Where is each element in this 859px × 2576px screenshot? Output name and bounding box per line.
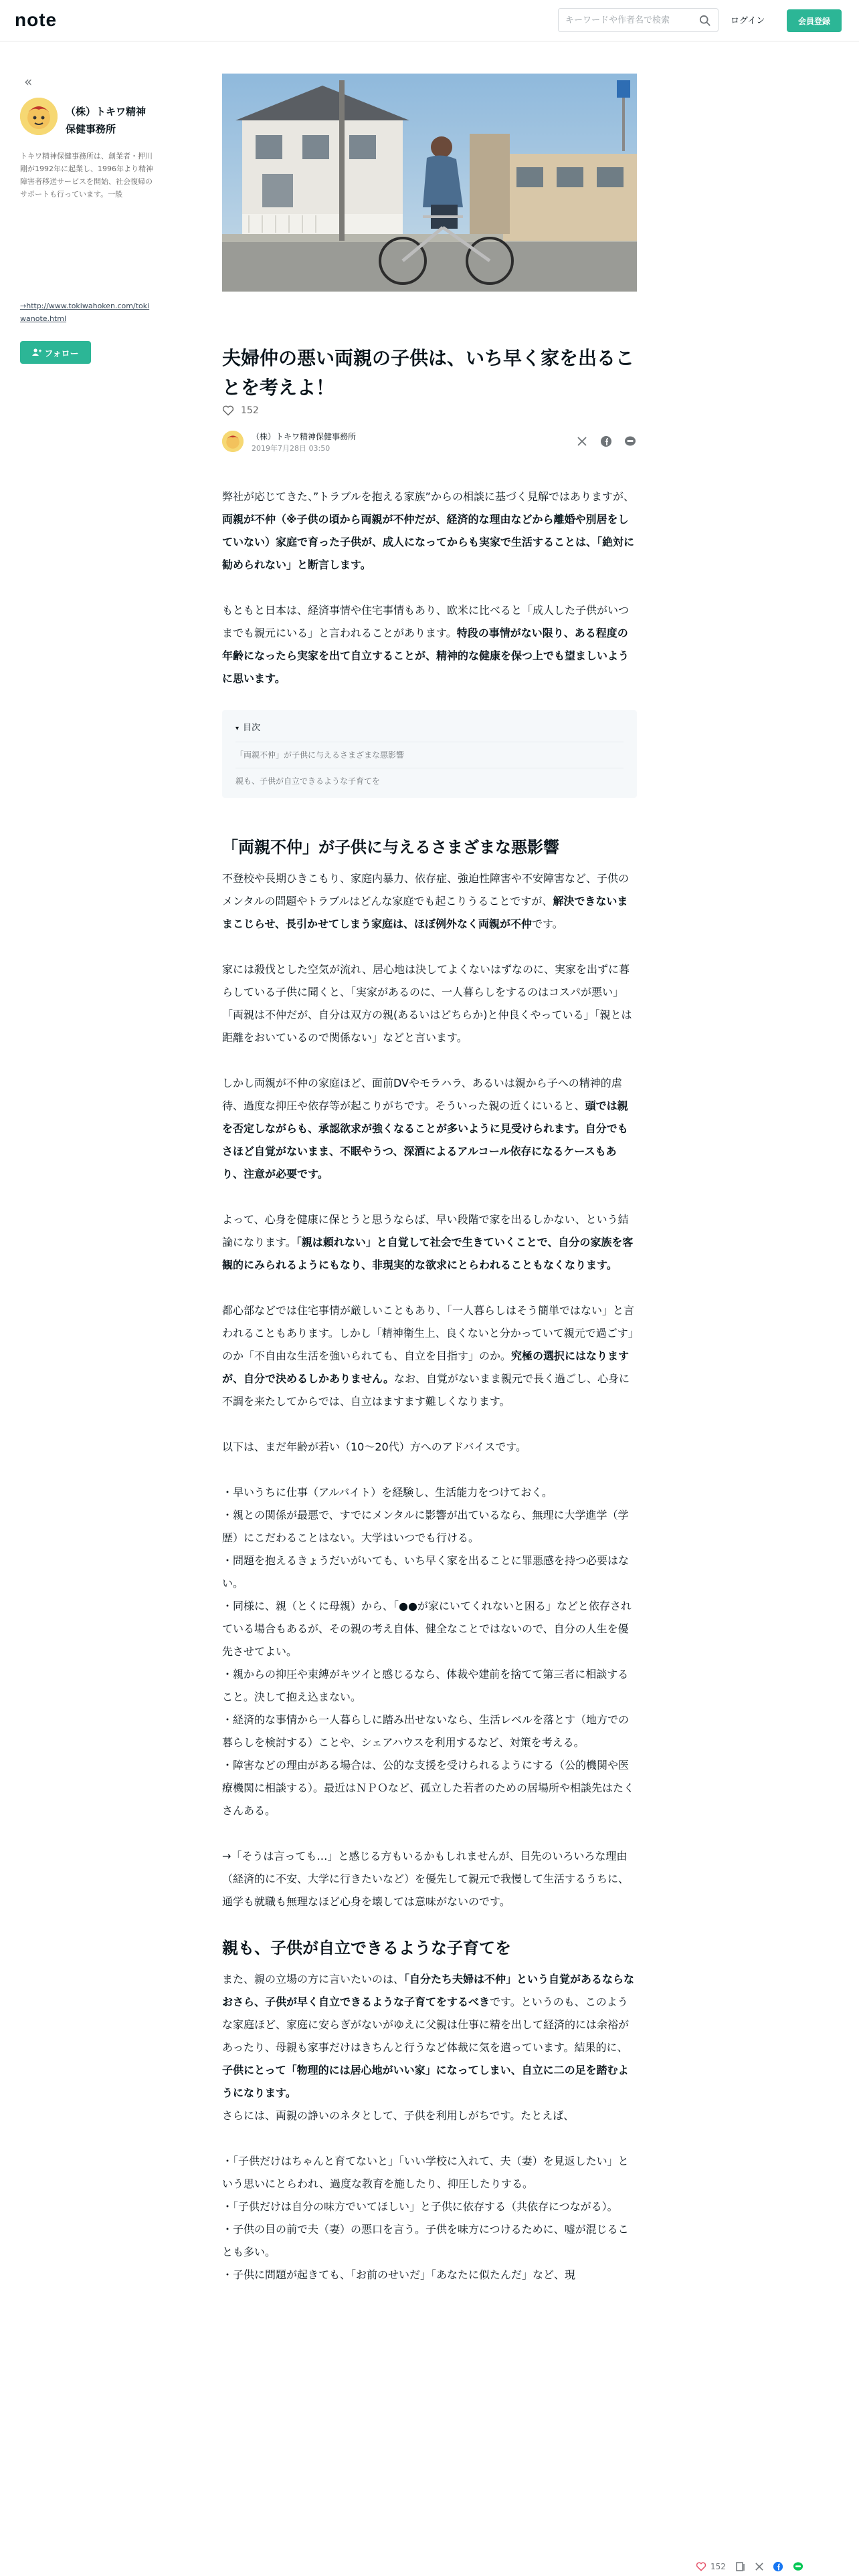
paragraph	[222, 1299, 637, 1413]
list-item: ・障害などの理由がある場合は、公的な支援を受けられるようにする（公的機関や医療機関に相談する）。最近はＮＰＯなど、孤立した若者のための居場所や相談先はたくさんある。	[222, 1759, 635, 1817]
x-share-icon[interactable]	[755, 2563, 763, 2571]
toc-item[interactable]: 親も、子供が自立できるような子育てを	[235, 768, 624, 794]
text: また、親の立場の方に言いたいのは、	[222, 1973, 405, 1985]
like-count: 152	[241, 405, 259, 416]
list-item: ・親との関係が最悪で、すでにメンタルに影響が出ているなら、無理に大学進学（学歴）にこだわることはない。大学はいつでも行ける。	[222, 1509, 629, 1544]
paragraph: さらには、両親の諍いのネタとして、子供を利用しがちです。たとえば、	[222, 2109, 575, 2122]
paragraph	[222, 867, 637, 936]
text: 弊社が応じてきた、”トラブルを抱える家族”からの相談に基づく見解ではありますが、	[222, 490, 634, 503]
section-heading: 親も、子供が自立できるような子育てを	[222, 1939, 511, 1957]
publish-date: 2019年7月28日 03:50	[252, 444, 330, 453]
parent-list	[222, 2150, 637, 2286]
creator-name[interactable]: （株）トキワ精神保健事務所	[66, 106, 147, 135]
search-box[interactable]	[558, 8, 719, 32]
paragraph	[222, 1072, 637, 1186]
x-share-icon[interactable]	[575, 435, 589, 448]
search-input[interactable]	[565, 9, 692, 31]
section-heading: 「両親不仲」が子供に与えるさまざまな悪影響	[222, 838, 559, 857]
share-icons	[575, 435, 637, 448]
text: です。というのも、このような家庭ほど、家庭に安らぎがないがゆえに父親は仕事に精を出して経済的には余裕があったり、母親も家事だけはきちんと行うなど体裁に気を遣っています。結果的に、	[222, 1996, 630, 2054]
like-row	[222, 405, 259, 416]
advice-list	[222, 1481, 637, 1822]
hero-image	[222, 74, 637, 292]
paragraph	[222, 599, 637, 690]
text: もともと日本は、経済事情や住宅事情もあり、欧米に比べると「成人した子供がいつまでも親元にいる」と言われることがあります。	[222, 604, 630, 639]
line-share-icon[interactable]	[624, 435, 637, 448]
site-header	[0, 0, 859, 41]
creator-website-link[interactable]: →http://www.tokiwahoken.com/tokiwanote.html	[20, 302, 150, 323]
list-item: ・問題を抱えるきょうだいがいても、いち早く家を出ることに罪悪感を持つ必要はない。	[222, 1554, 630, 1590]
collapse-sidebar-icon[interactable]: «	[24, 74, 33, 90]
follow-user-icon	[32, 348, 41, 356]
list-item: ・経済的な事情から一人暮らしに踏み出せないなら、生活レベルを落とす（地方での暮らしを検討する）ことや、シェアハウスを利用するなど、対策を考える。	[222, 1713, 630, 1749]
text: しかし両親が不仲の家庭ほど、面前DVやモラハラ、あるいは親から子への精神的虐待、過度な抑圧や依存等が起こりがちです。そういった親の近くにいると、	[222, 1077, 622, 1112]
text: なお、自覚がないまま親元で長く過ごし、心身に不調を来たしてからでは、自立はますます難しくなります。	[222, 1372, 630, 1408]
text: です。	[532, 918, 563, 930]
list-item: ・親からの抑圧や束縛がキツイと感じるなら、体裁や建前を捨てて第三者に相談すること。決して抱え込まない。	[222, 1668, 629, 1703]
list-item: ・子供の目の前で夫（妻）の悪口を言う。子供を味方につけるために、嘘が混じることも多い。	[222, 2223, 629, 2258]
author-avatar[interactable]	[222, 431, 244, 452]
table-of-contents	[222, 710, 637, 798]
paragraph	[222, 1208, 637, 1277]
author-row	[222, 428, 637, 460]
toc-header[interactable]	[235, 720, 624, 738]
facebook-share-icon[interactable]	[773, 2561, 783, 2572]
list-item: ・同様に、親（とくに母親）から、「●●が家にいてくれないと困る」などと依存されている場合もあるが、その親の考え自体、健全なことではないので、自分の人生を優先させてよい。	[222, 1600, 632, 1658]
paragraph	[222, 1968, 637, 2105]
list-item: ・「子供だけは自分の味方でいてほしい」と子供に依存する（共依存につながる）。	[222, 2200, 618, 2213]
toc-title: 目次	[243, 723, 261, 733]
search-icon[interactable]	[699, 15, 711, 27]
signup-button[interactable]: 会員登録	[787, 9, 842, 32]
author-name[interactable]: （株）トキワ精神保健事務所	[252, 432, 357, 441]
list-item: ・子供に問題が起きても、「お前のせいだ」「あなたに似たんだ」など、現	[222, 2268, 576, 2281]
list-item: ・「子供だけはちゃんと育てないと」「いい学校に入れて、夫（妻）を見返したい」という思いにとらわれ、過度な教育を施したり、抑圧したりする。	[222, 2155, 629, 2190]
bold-text: 特段の事情がない限り、ある程度の年齢になったら実家を出て自立することが、精神的な健康を保つ上でも望ましいように思います。	[222, 627, 630, 685]
creator-avatar[interactable]	[20, 98, 58, 135]
paragraph: 家には殺伐とした空気が流れ、居心地は決してよくないはずなのに、実家を出ずに暮らしている子供に聞くと、「実家があるのに、一人暮らしをするのはコスパが悪い」「両親は不仲だが、自分は双方の親(あるいはどちらか)と仲良くやっている」「親とは距離をおいているので関係ない」などと言います。	[222, 963, 632, 1044]
bold-text: 究極の選択にはなりますが、自分で決めるしかありません。	[222, 1350, 630, 1385]
magazine-add-icon[interactable]	[735, 2561, 746, 2572]
floating-action-bar	[696, 2557, 859, 2576]
article-body	[222, 486, 637, 2309]
chevron-down-icon: ▾	[235, 725, 240, 732]
creator-description: トキワ精神保健事務所は、創業者・押川剛が1992年に起業し、1996年より精神障害者移送サービスを開始、社会復帰のサポートも行っています。一般	[20, 152, 153, 199]
bold-text: 両親が不仲（※子供の頃から両親が不仲だが、経済的な理由などから離婚や別居をしていない）家庭で育った子供が、成人になってからも実家で生活することは、「絶対に勧められない」と断言します。	[222, 513, 635, 571]
like-count: 152	[710, 2562, 726, 2571]
text: よって、心身を健康に保とうと思うならば、早い段階で家を出るしかない、という結論になります。	[222, 1213, 629, 1249]
like-button[interactable]	[696, 2562, 726, 2571]
paragraph: →「そうは言っても…」と感じる方もいるかもしれませんが、目先のいろいろな理由（経済的に不安、大学に行きたいなど）を優先して親元で我慢して生活するうちに、通学も就職も無理なほど心身を壊しては意味がないのです。	[222, 1850, 630, 1908]
bold-text: 「親は頼れない」と自覚して社会で生きていくことで、自分の家族を客観的にみられるようにもなり、非現実的な欲求にとらわれることもなくなります。	[222, 1236, 634, 1271]
bold-text: 頭では親を否定しながらも、承認欲求が強くなることが多いように見受けられます。自分でもさほど自覚がないまま、不眠やうつ、深酒によるアルコール依存になるケースもあり、注意が必要です。	[222, 1099, 628, 1180]
facebook-share-icon[interactable]	[599, 435, 613, 448]
list-item: ・早いうちに仕事（アルバイト）を経験し、生活能力をつけておく。	[222, 1486, 553, 1499]
bold-text: 「自分たち夫婦は不仲」という自覚があるならなおさら、子供が早く自立できるような子育てをするべき	[222, 1973, 635, 2008]
text: 不登校や長期ひきこもり、家庭内暴力、依存症、強迫性障害や不安障害など、子供のメンタルの問題やトラブルはどんな家庭でも起こりうることですが、	[222, 872, 630, 907]
bold-text: 子供にとって「物理的には居心地がいい家」になってしまい、自立に二の足を踏むようになります。	[222, 2064, 629, 2099]
text: 都心部などでは住宅事情が厳しいこともあり、「一人暮らしはそう簡単ではない」と言われることもあります。しかし「精神衛生上、良くないと分かっていて親元で過ごす」のか「不自由な生活を強いられても、自立を目指す」のか。	[222, 1304, 635, 1362]
bold-text: 解決できないままこじらせ、長引かせてしまう家庭は、ほぼ例外なく両親が不仲	[222, 895, 628, 930]
paragraph: 以下は、まだ年齢が若い（10〜20代）方へのアドバイスです。	[222, 1440, 527, 1453]
article-title: 夫婦仲の悪い両親の子供は、いち早く家を出ることを考えよ！	[222, 347, 635, 399]
follow-button[interactable]	[20, 341, 91, 364]
follow-label: フォロー	[44, 348, 79, 359]
note-logo[interactable]: note	[15, 9, 58, 30]
toc-item[interactable]: 「両親不仲」が子供に与えるさまざまな悪影響	[235, 742, 624, 768]
login-link[interactable]: ログイン	[731, 16, 765, 26]
heart-icon[interactable]	[222, 405, 234, 416]
paragraph	[222, 486, 637, 576]
line-share-icon[interactable]	[793, 2561, 803, 2572]
heart-icon	[696, 2562, 706, 2571]
